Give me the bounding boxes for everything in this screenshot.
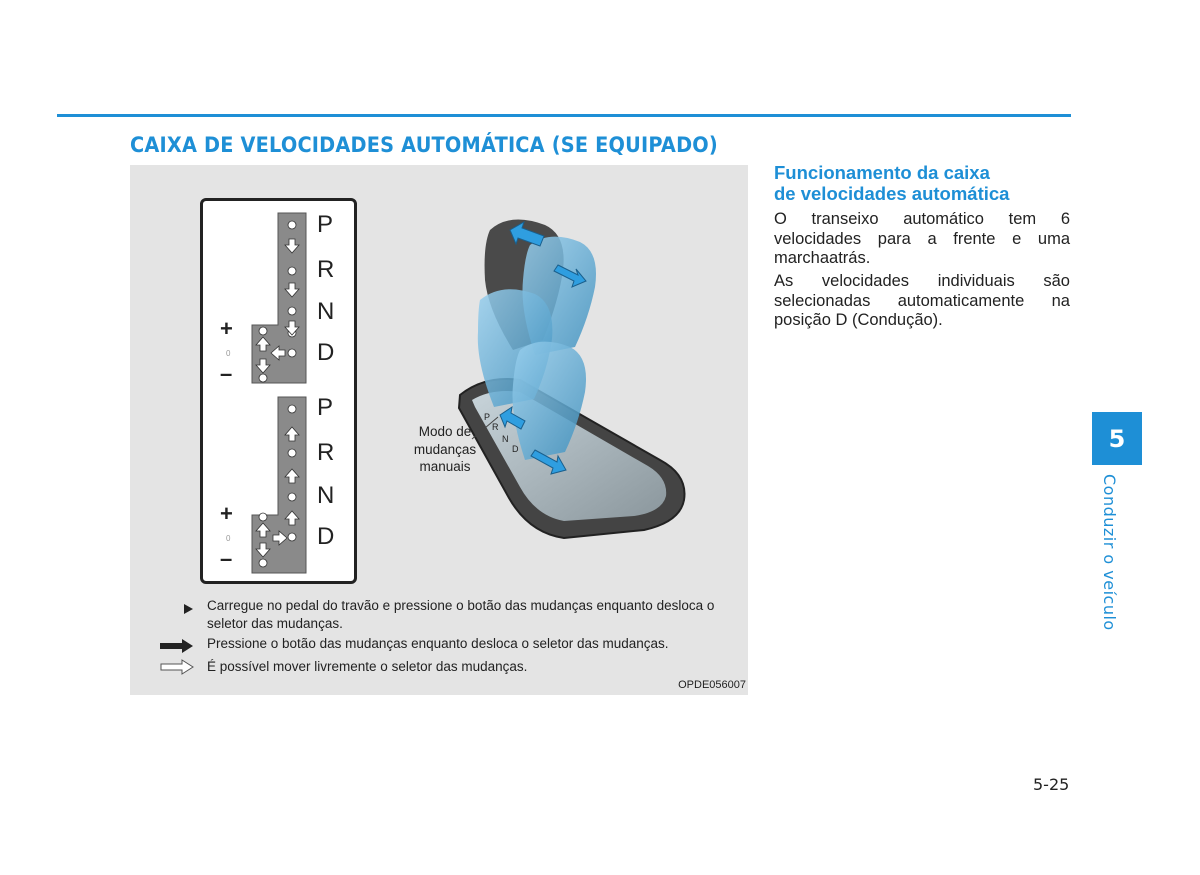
- tiny-mark-top: 0: [226, 349, 231, 358]
- callout-line: Modo de: [418, 424, 472, 439]
- callout-line: mudanças: [413, 441, 477, 457]
- shift-pattern-panel: [200, 198, 357, 584]
- gear-n-bottom: N: [317, 482, 335, 509]
- gear-d-top: D: [317, 339, 335, 366]
- gear-p-top: P: [317, 211, 334, 238]
- heading-line-1: Funcionamento da caixa: [774, 162, 990, 183]
- callout-leader-line: [470, 413, 500, 443]
- chapter-title: Conduzir o veículo: [1100, 474, 1119, 631]
- tiny-mark-bottom: 0: [226, 534, 231, 543]
- gear-lever-illustration: [450, 210, 695, 555]
- plus-sign-bottom: +: [220, 501, 233, 526]
- hatched-arrow-icon: [160, 602, 194, 616]
- legend-text-1: Carregue no pedal do travão e pressione o botão das mudanças enquanto desloca o seletor das mudanças.: [207, 598, 715, 631]
- svg-text:N: N: [502, 434, 509, 444]
- svg-text:P: P: [484, 412, 491, 422]
- body-paragraph-1: O transeixo automático tem 6 velocidades para a frente e uma marchaatrás.: [774, 210, 1070, 267]
- page-number: 5-25: [1033, 775, 1070, 794]
- gear-r-top: R: [317, 256, 335, 283]
- legend-text-3: É possível mover livremente o seletor das mudanças.: [207, 659, 528, 674]
- minus-sign-top: –: [220, 361, 233, 386]
- gear-d-bottom: D: [317, 523, 335, 550]
- shift-pattern-figure: [130, 165, 748, 695]
- svg-text:R: R: [492, 422, 499, 432]
- section-title: CAIXA DE VELOCIDADES AUTOMÁTICA (SE EQUIPADO): [130, 133, 718, 157]
- gear-r-bottom: R: [317, 439, 335, 466]
- solid-arrow-icon: [160, 639, 194, 653]
- outline-arrow-icon: [160, 659, 194, 675]
- heading-line-2: de velocidades automática: [774, 183, 1010, 204]
- body-paragraph-2: As velocidades individuais são selecionadas automaticamente na posição D (Condução).: [774, 272, 1070, 329]
- gear-p-bottom: P: [317, 394, 334, 421]
- legend-text-2: Pressione o botão das mudanças enquanto desloca o seletor das mudanças.: [207, 636, 669, 651]
- top-rule: [57, 114, 1071, 117]
- plus-sign-top: +: [220, 316, 233, 341]
- minus-sign-bottom: –: [220, 546, 233, 571]
- subsection-heading: [774, 162, 1074, 204]
- svg-text:D: D: [512, 444, 519, 454]
- chapter-tab: 5: [1092, 412, 1142, 465]
- figure-code: OPDE056007: [678, 679, 746, 691]
- callout-line: manuais: [419, 459, 471, 474]
- gear-n-top: N: [317, 298, 335, 325]
